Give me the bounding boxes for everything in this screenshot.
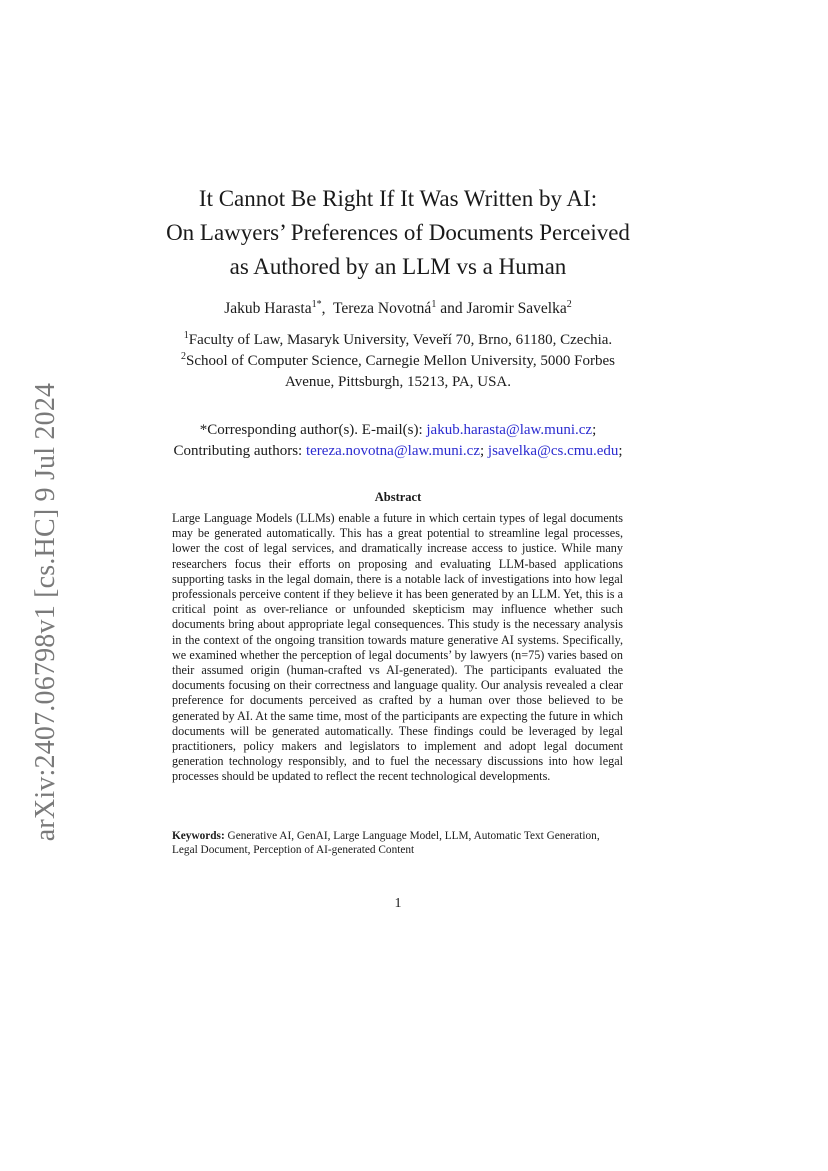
- paper-title: [100, 182, 696, 284]
- author-separator: ,: [321, 300, 333, 317]
- corresponding-label: *Corresponding author(s). E-mail(s):: [199, 422, 427, 438]
- abstract-text: Large Language Models (LLMs) enable a future in which certain types of legal documents may be generated automatically. This has a great potential to streamline legal processes, lower the cost of legal services, and dramatically increase access to justice. While many researchers focus their efforts on proposing and evaluating LLM-based applications supporting tasks in the legal domain, there is a notable lack of investigations into how legal professionals perceive content if they believe it has been generated by an LLM. Yet, this is a critical point as over-reliance or unfounded skepticism may influence whether such documents bring about appropriate legal consequences. This study is the necessary analysis in the context of the ongoing transition towards mature generative AI systems. Specifically, we examined whether the perception of legal documents’ by lawyers (n=75) varies based on their assumed origin (human-crafted vs AI-generated). The participants evaluated the documents focusing on their correctness and language quality. Our analysis revealed a clear preference for documents perceived as crafted by a human over those believed to be generated by AI. At the same time, most of the participants are expecting the future in which documents will be generated automatically. These findings could be leveraged by legal practitioners, policy makers and legislators to implement and adopt legal document generation technology responsibly, and to fuel the necessary discussions into how legal processes should be updated to reflect the recent technological developments.: [172, 511, 623, 784]
- title-line-2: On Lawyers’ Preferences of Documents Perceived: [166, 220, 630, 245]
- author-separator: and: [436, 300, 467, 317]
- author-name: Tereza Novotná: [332, 300, 432, 317]
- author-affiliation-mark: 1*: [311, 298, 322, 310]
- author-affiliation-mark: 1: [431, 298, 437, 310]
- abstract-heading: Abstract: [374, 490, 422, 504]
- contributing-label: Contributing authors:: [173, 443, 306, 459]
- contact-info: [100, 420, 696, 462]
- author-name: Jakub Harasta: [224, 300, 312, 317]
- contributing-email-link-2[interactable]: jsavelka@cs.cmu.edu: [487, 443, 619, 459]
- affiliation-mark: 2: [181, 351, 187, 362]
- affiliation-2-continued: Avenue, Pittsburgh, 15213, PA, USA.: [285, 374, 511, 390]
- corresponding-author-line: [100, 420, 696, 441]
- corresponding-email-link[interactable]: jakub.harasta@law.muni.cz: [426, 422, 593, 438]
- affiliation-1: [140, 330, 656, 351]
- page-number: 1: [394, 896, 402, 911]
- title-line-1: It Cannot Be Right If It Was Written by AI:: [198, 186, 598, 211]
- affiliation-mark: 1: [183, 330, 189, 341]
- author-list: [100, 298, 696, 320]
- title-line-3: as Authored by an LLM vs a Human: [229, 254, 567, 279]
- affiliations: [140, 330, 656, 393]
- affiliation-text: School of Computer Science, Carnegie Mellon University, 5000 Forbes: [186, 353, 615, 369]
- punctuation: ;: [618, 443, 623, 459]
- punctuation: ;: [592, 422, 597, 438]
- affiliation-2: [140, 351, 656, 372]
- author-name: Jaromir Savelka: [466, 300, 567, 317]
- contributing-email-link-1[interactable]: tereza.novotna@law.muni.cz: [305, 443, 480, 459]
- punctuation: ;: [480, 443, 488, 459]
- keywords: [172, 829, 623, 857]
- affiliation-text: Faculty of Law, Masaryk University, Veveří 70, Brno, 61180, Czechia.: [188, 332, 613, 348]
- keywords-text: Generative AI, GenAI, Large Language Model, LLM, Automatic Text Generation, Legal Document, Perception of AI-generated Content: [172, 830, 603, 856]
- arxiv-stamp[interactable]: arXiv:2407.06798v1 [cs.HC] 9 Jul 2024: [30, 382, 61, 842]
- keywords-label: Keywords:: [172, 830, 225, 842]
- contributing-authors-line: [100, 441, 696, 462]
- author-affiliation-mark: 2: [566, 298, 572, 310]
